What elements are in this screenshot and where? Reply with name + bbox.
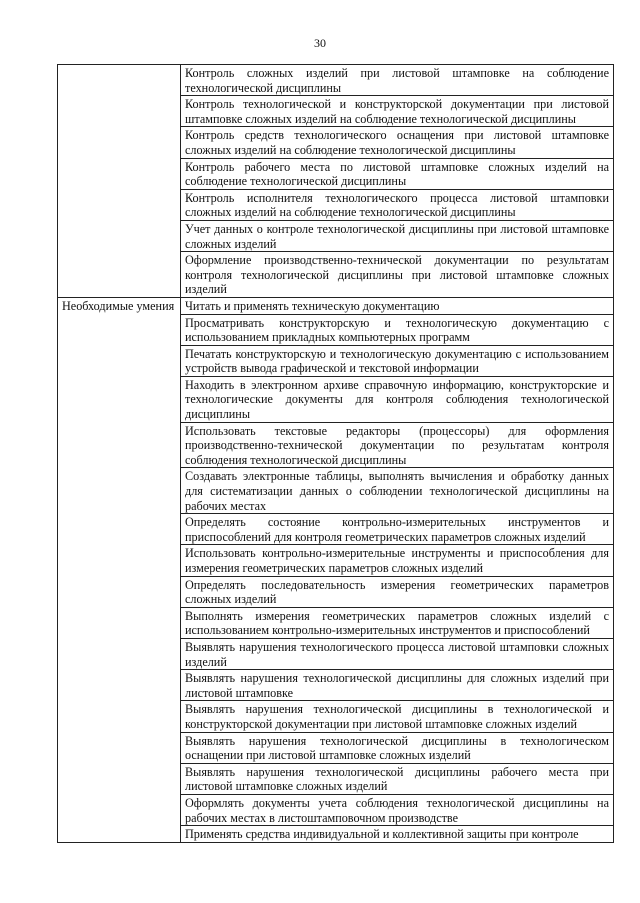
table-cell: Применять средства индивидуальной и коллективной защиты при контроле [181, 826, 614, 843]
section-label-skills [58, 297, 181, 842]
table-cell: Контроль технологической и конструкторской документации при листовой штамповке сложных изделий на соблюдение технологической дисциплины [181, 96, 614, 127]
table-row [58, 65, 614, 96]
requirements-table [57, 64, 614, 843]
table-cell: Контроль исполнителя технологического процесса листовой штамповки сложных изделий на соблюдение технологической дисциплины [181, 189, 614, 220]
table-cell: Оформление производственно-технической документации по результатам контроля технологической дисциплины при листовой штамповке сложных изделий [181, 252, 614, 298]
table-cell: Выявлять нарушения технологической дисциплины рабочего места при листовой штамповке сложных изделий [181, 763, 614, 794]
table-cell: Определять состояние контрольно-измерительных инструментов и приспособлений для контроля геометрических параметров сложных изделий [181, 514, 614, 545]
table-cell: Оформлять документы учета соблюдения технологической дисциплины на рабочих местах в листоштамповочном производстве [181, 794, 614, 825]
table-cell: Просматривать конструкторскую и технологическую документацию с использованием прикладных компьютерных программ [181, 314, 614, 345]
table-cell: Выявлять нарушения технологической дисциплины для сложных изделий при листовой штамповке [181, 670, 614, 701]
table-cell: Печатать конструкторскую и технологическую документацию с использованием устройств вывода графической и текстовой информации [181, 345, 614, 376]
table-cell: Использовать текстовые редакторы (процессоры) для оформления производственно-технической документации по результатам контроля соблюдения технологической дисциплины [181, 422, 614, 468]
table-cell: Находить в электронном архиве справочную информацию, конструкторские и технологические документы для контроля соблюдения технологической дисциплины [181, 376, 614, 422]
table-cell: Выполнять измерения геометрических параметров сложных изделий с использованием контрольно-измерительных инструментов и приспособлений [181, 607, 614, 638]
table-cell: Контроль рабочего места по листовой штамповке сложных изделий на соблюдение технологической дисциплины [181, 158, 614, 189]
table-cell: Выявлять нарушения технологической дисциплины в технологическом оснащении при листовой штамповке сложных изделий [181, 732, 614, 763]
table-cell: Использовать контрольно-измерительные инструменты и приспособления для измерения геометрических параметров сложных изделий [181, 545, 614, 576]
table-cell: Контроль средств технологического оснащения при листовой штамповке сложных изделий на соблюдение технологической дисциплины [181, 127, 614, 158]
table-cell: Выявлять нарушения технологического процесса листовой штамповки сложных изделий [181, 638, 614, 669]
table-cell: Контроль сложных изделий при листовой штамповке на соблюдение технологической дисциплины [181, 65, 614, 96]
table-cell: Выявлять нарушения технологической дисциплины в технологической и конструкторской документации при листовой штамповке сложных изделий [181, 701, 614, 732]
page-number: 30 [314, 36, 326, 50]
table-cell: Учет данных о контроле технологической дисциплины при листовой штамповке сложных изделий [181, 220, 614, 251]
skills-label: Необходимые умения [62, 298, 175, 313]
table-cell: Создавать электронные таблицы, выполнять вычисления и обработку данных для систематизации данных о соблюдении технологической дисциплины на рабочих местах [181, 468, 614, 514]
table-body [58, 65, 614, 843]
table-row [58, 297, 614, 314]
table-cell: Читать и применять техническую документацию [181, 297, 614, 314]
section-label-empty [58, 65, 181, 298]
table-cell: Определять последовательность измерения геометрических параметров сложных изделий [181, 576, 614, 607]
